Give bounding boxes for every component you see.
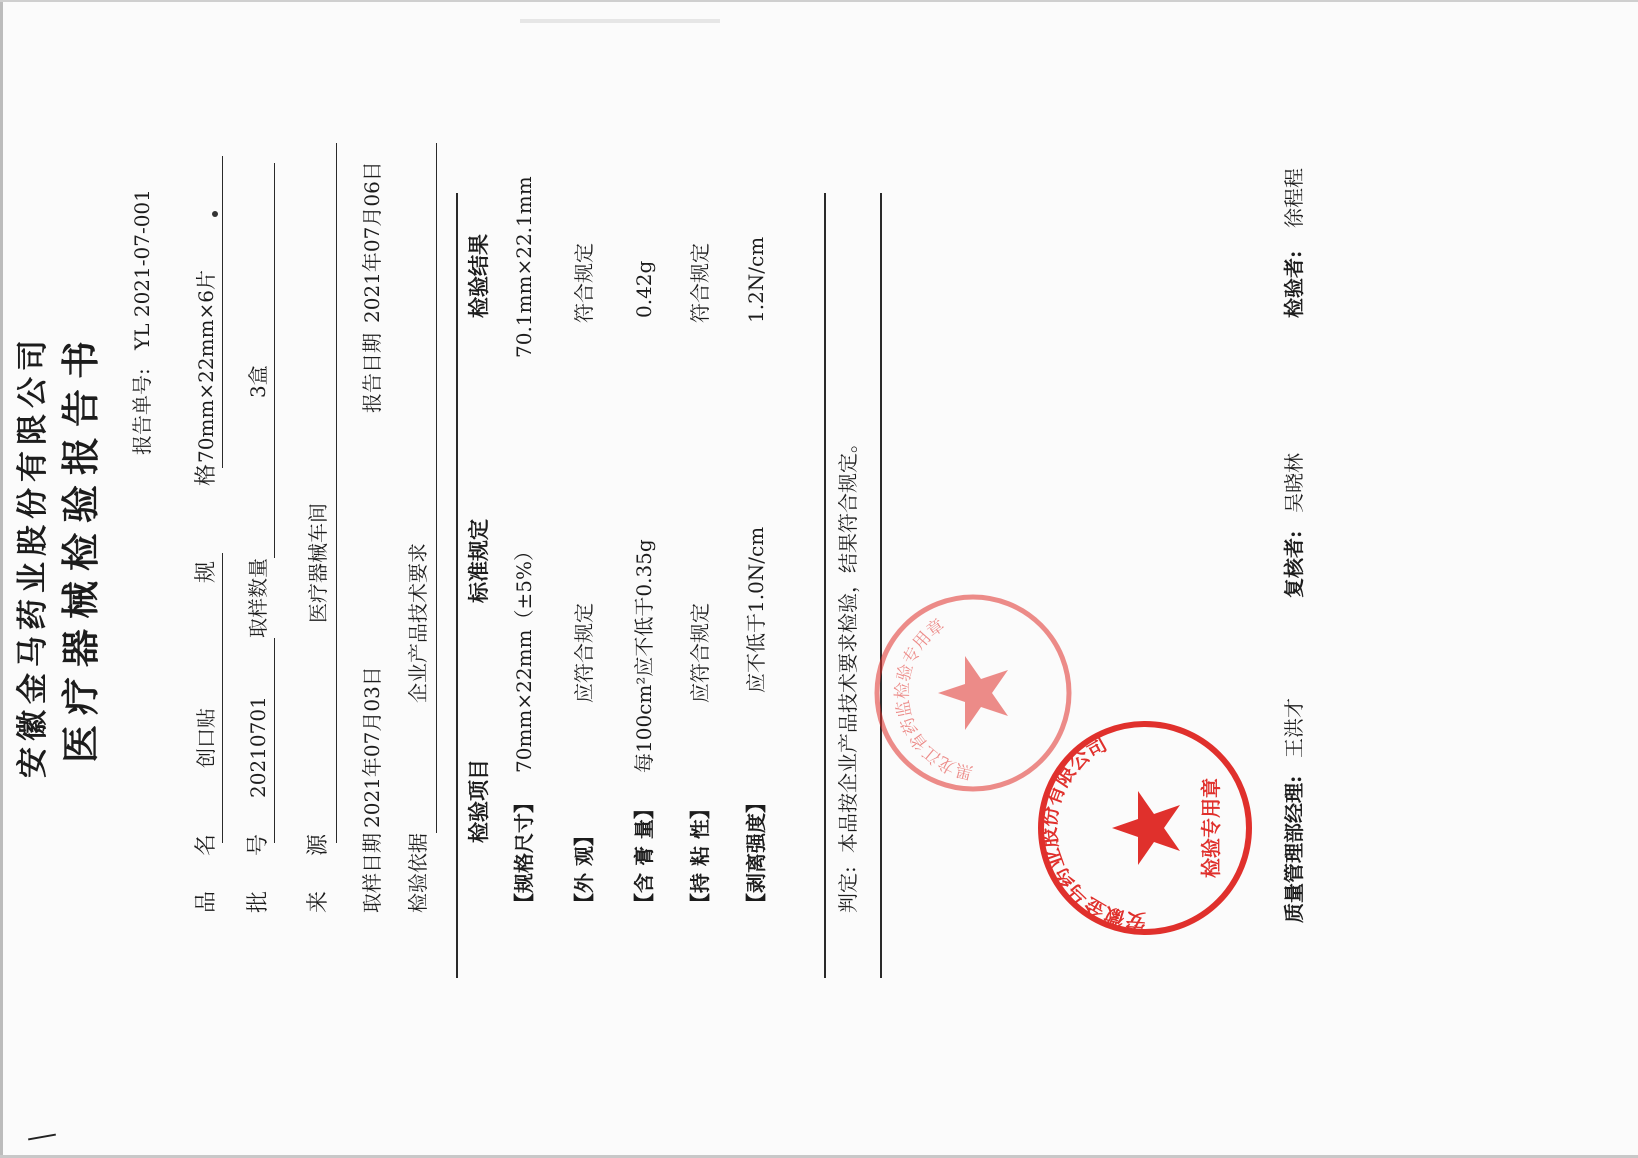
batch-label: 批 号 [246,820,271,913]
company-seal [1030,713,1260,943]
svg-text:安徽金马药业股份有限公司: 安徽金马药业股份有限公司 [1036,731,1147,934]
sample-qty-value: 3盒 [246,365,270,398]
report-no-label: 报告单号: [130,368,154,455]
header-result: 检验结果 [466,234,491,318]
svg-text:黑龙江省药监检验专用章: 黑龙江省药监检验专用章 [892,615,975,783]
report-date-value: 2021年07月06日 [360,161,384,323]
report-title: 医疗器械检验报告书 [59,330,103,763]
sample-date-label: 取样日期 [360,833,384,913]
row-result: 符合规定 [688,243,712,323]
table-bottom-rule [824,193,826,978]
sample-date-value: 2021年07月03日 [360,666,384,828]
product-label: 品 名 [194,820,219,913]
row-standard: 每100cm²应不低于0.35g [632,539,656,773]
row-result: 符合规定 [572,243,596,323]
source-label: 来 源 [306,820,331,913]
row-standard: 应不低于1.0N/cm [744,526,768,693]
basis-underline [436,143,437,833]
product-underline [222,553,223,843]
conclusion-text: 本品按企业产品技术要求检验，结果符合规定。 [836,433,860,853]
manager-label: 质量管理部经理: [1282,775,1306,923]
report-no-value: YL 2021-07-001 [130,189,154,350]
company-name: 安徽金马药业股份有限公司 [15,334,51,778]
row-item: 【剥离强度】 [744,793,768,913]
report-date-label: 报告日期 [360,333,384,413]
row-item: 【规格尺寸】 [512,793,536,913]
source-underline [336,143,337,843]
header-standard: 标准规定 [466,519,491,603]
conclusion-label: 判定: [836,866,860,913]
scan-artifact [520,19,720,23]
sample-qty-underline [274,163,275,558]
reviewer-label: 复核者: [1282,530,1306,598]
svg-text:检验专用章: 检验专用章 [1199,778,1223,878]
inspector-label: 检验者: [1282,250,1306,318]
header-item: 检验项目 [466,759,491,843]
row-standard: 应符合规定 [688,603,712,703]
spec-value: 70mm×22mm×6片 [194,270,218,463]
row-standard: 应符合规定 [572,603,596,703]
spec-underline [222,156,223,468]
table-top-rule [456,193,458,978]
batch-value: 20210701 [246,696,270,798]
batch-underline [274,638,275,843]
manager-name: 王洪才 [1282,698,1306,758]
row-standard: 70mm×22mm（±5%） [512,540,536,773]
inspector-name: 徐程程 [1282,168,1306,228]
row-result: 70.1mm×22.1mm [512,176,536,358]
spec-label: 规 格 [194,430,219,583]
reviewer-name: 吴晓林 [1282,453,1306,513]
basis-label: 检验依据 [406,833,430,913]
row-item: 【持 粘 性】 [688,799,712,913]
sample-qty-label: 取样数量 [246,558,270,638]
row-item: 【含 膏 量】 [632,799,656,913]
signature-rule [880,193,882,978]
row-result: 1.2N/cm [744,236,768,323]
source-value: 医疗器械车间 [306,503,330,623]
row-result: 0.42g [632,260,656,318]
basis-value: 企业产品技术要求 [406,543,430,703]
product-value: 创口贴 [194,708,218,768]
row-item: 【外 观】 [572,826,596,913]
